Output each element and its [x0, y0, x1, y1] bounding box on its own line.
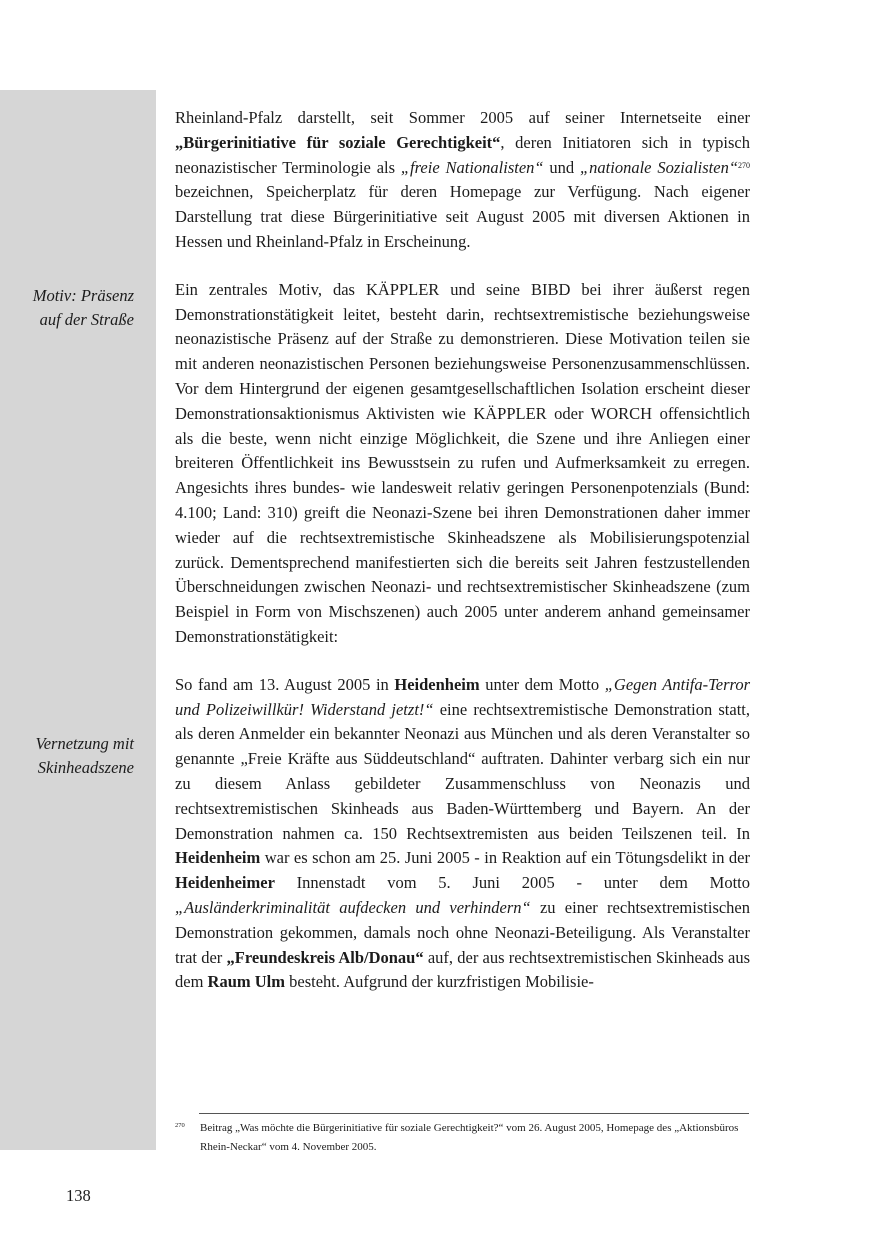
- text-run: Innenstadt vom 5. Juni 2005 - unter dem Motto: [274, 873, 750, 893]
- bold-place: Heidenheim: [175, 848, 261, 868]
- bold-group: „Freundeskreis Alb/Donau“: [226, 947, 424, 967]
- bold-term: „Bürgerinitiative für soziale Gerechtigkeit“: [175, 132, 501, 152]
- italic-quote: „freie Nationalisten“: [400, 157, 544, 177]
- text-run: eine rechtsextremistische Demonstration statt, als deren Anmelder ein bekannter Neonazi aus München und als deren Veranstalter so genannte „Freie Kräfte aus Süddeutschland“ auftraten. Dahinter verbarg sich ein nur zu diesem Anlass gebildeter Zusammenschluss von Neonazis und rechtsextremistischen Skinheads aus Baden-Württemberg und Bayern. An der Demonstration nahmen ca. 150 Rechtsextremisten aus beiden Teilszenen teil. In: [175, 699, 750, 843]
- paragraph-2: [175, 278, 750, 650]
- text-run: Ein zentrales Motiv, das KÄPPLER und seine BIBD bei ihrer äußerst regen Demonstrationstätigkeit leitet, besteht darin, rechtsextremistische beziehungsweise neonazistische Präsenz auf der Straße zu demonstrieren. Diese Motivation teilen sie mit anderen neonazistischen Personen beziehungsweise Personenzusammenschlüssen. Vor dem Hintergrund der eigenen gesamtgesellschaftlichen Isolation erscheint dieser Demonstrationsaktionismus Aktivisten wie KÄPPLER oder WORCH offensichtlich als die beste, wenn nicht einzige Möglichkeit, die Szene und ihre Anliegen einer breiteren Öffentlichkeit ins Bewusstsein zu rufen und Aufmerksamkeit zu erregen. Angesichts ihres bundes- wie landesweit relativ geringen Personenpotenzials (Bund: 4.100; Land: 310) greift die Neonazi-Szene bei ihren Demonstrationen daher immer wieder auf die rechtsextremistische Skinheadszene als Mobilisierungspotenzial zurück. Dementsprechend manifestierten sich die bereits seit Jahren festzustellenden Überschneidungen zwischen Neonazi- und rechtsextremistischer Skinheadszene (zum Beispiel in Form von Mischszenen) auch 2005 unter anderem anhand gemeinsamer Demonstrationstätigkeit:: [175, 279, 750, 646]
- text-run: , deren Initiatoren sich in typisch neonazistischer Terminologie als: [175, 132, 750, 177]
- page-number: 138: [66, 1186, 91, 1205]
- body-text: [175, 106, 750, 995]
- footnote-text: Beitrag „Was möchte die Bürgerinitiative für soziale Gerechtigkeit?“ vom 26. August 2005, Homepage des „Aktionsbüros Rhein-Neckar“ vom 4. November 2005.: [200, 1122, 739, 1153]
- margin-note-line: Skinheadszene: [37, 758, 134, 777]
- text-run: und: [543, 157, 580, 177]
- margin-sidebar: [0, 90, 156, 1150]
- text-run: besteht. Aufgrund der kurzfristigen Mobilisie-: [285, 972, 594, 992]
- margin-note-line: Vernetzung mit: [35, 734, 134, 753]
- italic-quote: „nationale Sozialisten“: [580, 157, 739, 177]
- bold-place: Heidenheimer: [175, 873, 275, 893]
- text-run: Rheinland-Pfalz darstellt, seit Sommer 2005 auf seiner Internetseite einer: [175, 108, 750, 127]
- bold-place: Heidenheim: [394, 674, 480, 694]
- text-run: bezeichnen, Speicherplatz für deren Homepage zur Verfügung. Nach eigener Darstellung trat diese Bürgerinitiative seit August 2005 mit diversen Aktionen in Hessen und Rheinland-Pfalz in Erscheinung.: [175, 182, 750, 251]
- text-run: So fand am 13. August 2005 in: [175, 674, 395, 694]
- italic-quote: „Ausländerkriminalität aufdecken und verhindern“: [175, 897, 531, 917]
- italic-quote: „Gegen Antifa-Terror und Polizeiwillkür! Widerstand jetzt!“: [175, 674, 750, 719]
- text-run: zu einer rechtsextremistischen Demonstration gekommen, damals noch ohne Neonazi-Beteiligung. Als Veranstalter trat der: [175, 897, 751, 967]
- margin-note-line: Motiv: Präsenz: [32, 286, 134, 305]
- bold-place: Raum Ulm: [207, 972, 286, 992]
- footnote-divider: [199, 1113, 749, 1114]
- margin-note-line: auf der Straße: [39, 310, 134, 329]
- footnote: [175, 1119, 749, 1157]
- footnote-ref: 270: [738, 160, 751, 170]
- text-run: war es schon am 25. Juni 2005 - in Reaktion auf ein Tötungsdelikt in der: [260, 848, 750, 868]
- text-run: unter dem Motto: [479, 674, 605, 694]
- margin-note-vernetzung: [8, 732, 134, 780]
- footnote-number: 270: [175, 1122, 185, 1129]
- paragraph-3: [175, 673, 750, 995]
- text-run: auf, der aus rechtsextremistischen Skinheads aus dem: [175, 947, 751, 992]
- margin-note-motiv: [8, 284, 134, 332]
- paragraph-1: [175, 106, 750, 255]
